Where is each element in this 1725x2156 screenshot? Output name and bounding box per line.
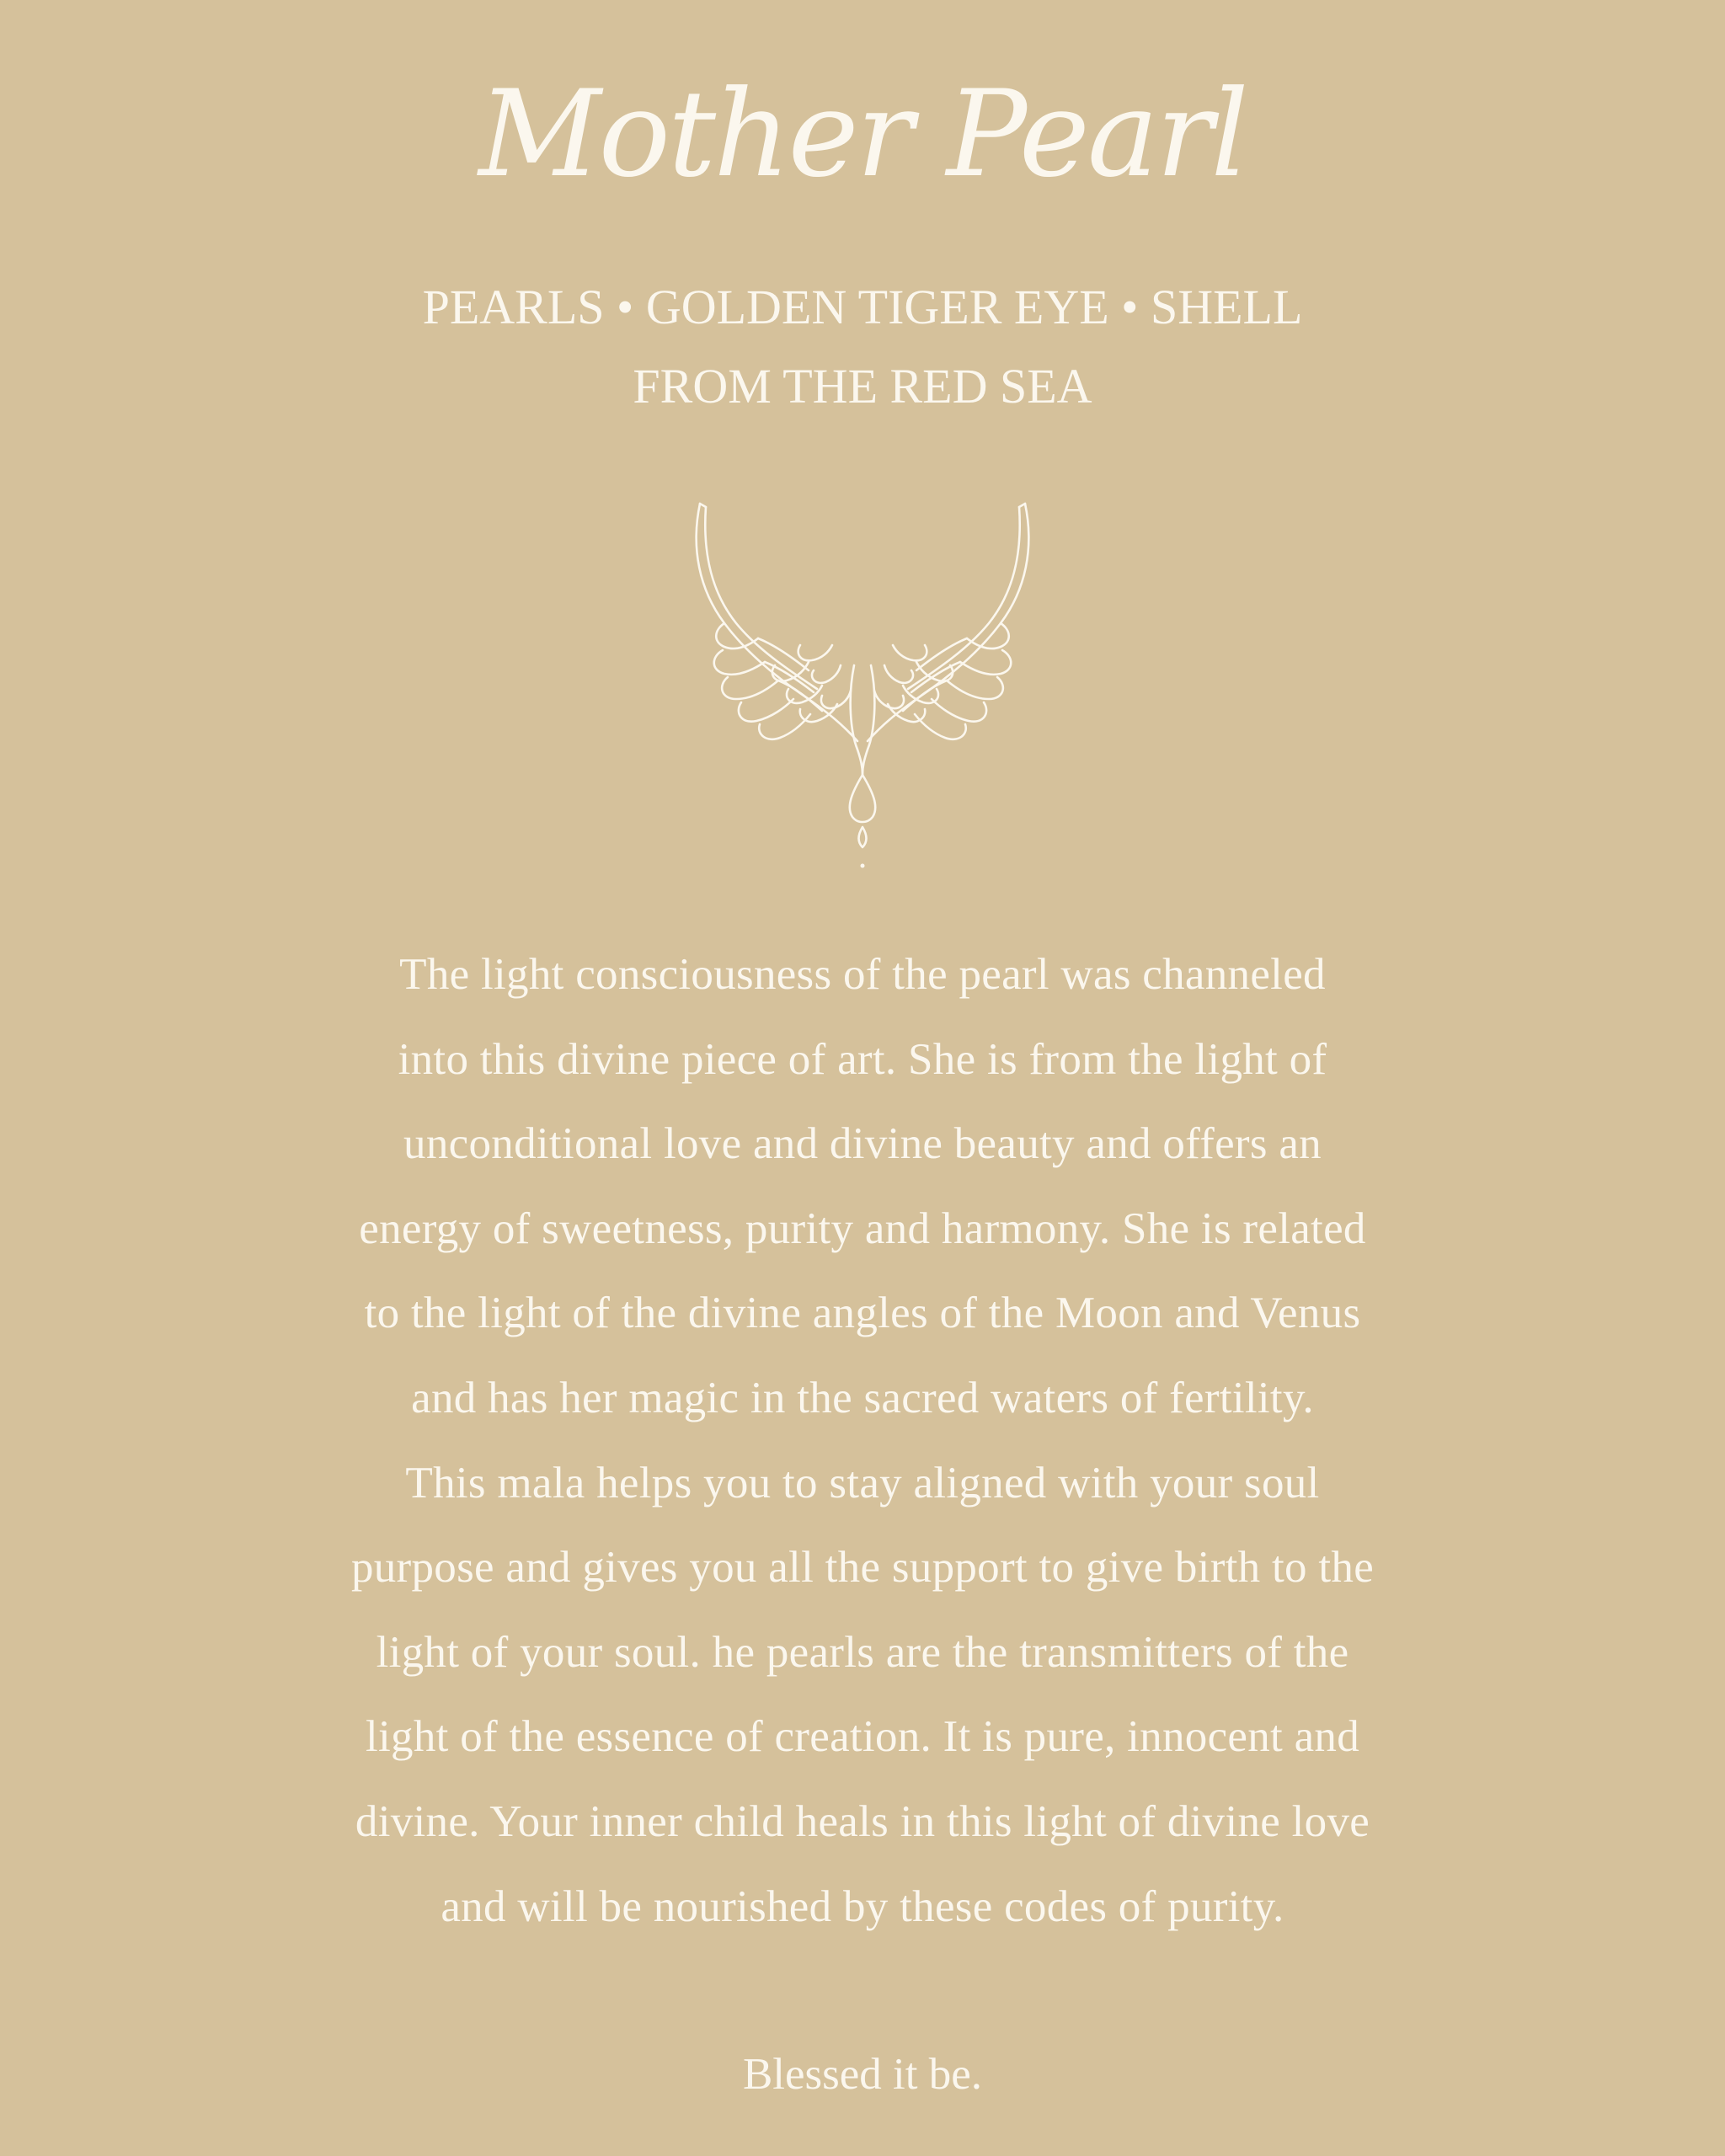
materials-line-1: PEARLS • GOLDEN TIGER EYE • SHELL (422, 280, 1303, 334)
description-line: light of the essence of creation. It is pure, innocent and (365, 1712, 1360, 1762)
description-line: and will be nourished by these codes of purity. (441, 1881, 1284, 1931)
description-line: unconditional love and divine beauty and offers an (403, 1119, 1322, 1169)
description-line: divine. Your inner child heals in this light of divine love (355, 1796, 1370, 1846)
angel-wings-icon (674, 497, 1051, 876)
closing-blessing: Blessed it be. (742, 2050, 983, 2099)
description-line: to the light of the divine angles of the Moon and Venus (364, 1289, 1361, 1338)
description-line: light of your soul. he pearls are the transmitters of the (376, 1627, 1349, 1677)
description-line: purpose and gives you all the support to give birth to the (350, 1543, 1375, 1593)
materials-line-2: FROM THE RED SEA (633, 359, 1092, 414)
description-paragraph (253, 932, 1472, 1949)
materials-subtitle (0, 268, 1725, 426)
description-line: into this divine piece of art. She is from the light of (398, 1034, 1327, 1084)
description-line: The light consciousness of the pearl was channeled (399, 950, 1326, 999)
page-title: Mother Pearl (478, 65, 1247, 204)
description-line: This mala helps you to stay aligned with your soul (405, 1458, 1320, 1508)
description-line: and has her magic in the sacred waters of fertility. (411, 1373, 1314, 1422)
description-line: energy of sweetness, purity and harmony. She is related (359, 1203, 1366, 1253)
